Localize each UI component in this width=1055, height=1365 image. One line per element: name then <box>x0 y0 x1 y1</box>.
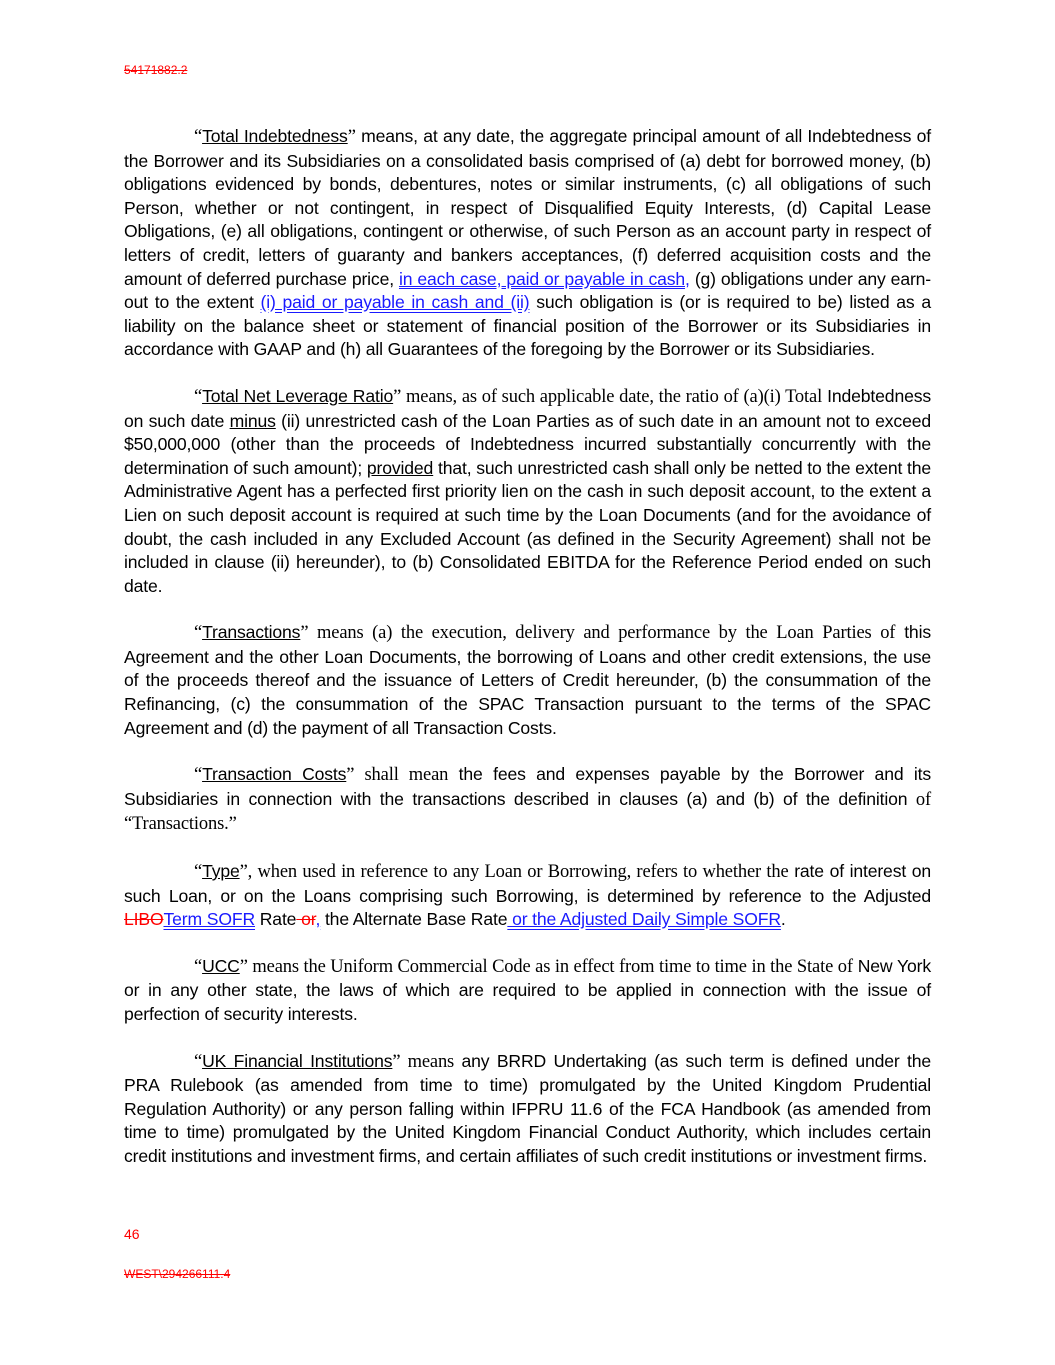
footer-doc-id: WEST\294266111.4 <box>124 1267 231 1281</box>
definition-text: ” means (a) the execution, delivery and performance by the Loan Parties of <box>300 623 896 644</box>
definition-text: such obligation is (or is required to be) listed as a liability on the balance sheet or statement of financial position of the Borrower or its Subsidiaries in accordance with GAAP and (h) all Guarantees of the foregoing by the Borrower or its Subsidiaries. <box>124 292 931 360</box>
open-quote: “ <box>194 623 203 644</box>
underlined-term: minus <box>229 410 276 431</box>
definition-text: (g) obligations under any earn-out to the extent <box>124 268 931 313</box>
inserted-text: Term SOFR <box>163 909 256 930</box>
defined-term: Transaction Costs <box>202 764 347 785</box>
definition-paragraph <box>124 763 931 837</box>
definition-text: Rate <box>255 909 297 930</box>
definition-paragraph <box>124 860 931 932</box>
definition-text: (ii) unrestricted cash of the Loan Parties as of such date in an amount not to exceed $50,000,000 (other than the proceeds of Indebtedness incurred substantially concurrently with the determination of such amount); <box>124 410 931 478</box>
open-quote: “ <box>194 765 203 786</box>
inserted-text: (i) paid or payable in cash and (ii) <box>260 292 530 313</box>
defined-term: Total Net Leverage Ratio <box>202 385 394 406</box>
definition-text: ” means, as of such applicable date, the ratio of (a)(i) Total <box>393 386 823 407</box>
definition-text: ” <box>347 127 356 147</box>
definition-text: that, such unrestricted cash shall only be netted to the extent the Administrative Agent has a perfected first priority lien on the cash in such deposit account, to the extent a Lien on such deposit account is required at such time by the Loan Documents (and for the avoidance of doubt, the cash included in any Excluded Account (as defined in the Security Agreement) shall not be included in clause (ii) hereunder), to (b) Consolidated EBITDA for the Reference Period ended on such date. <box>124 457 931 596</box>
definition-text: the fees and expenses payable by the Borrower and its Subsidiaries in connection with the transactions described in clauses (a) and (b) of the definition <box>124 764 931 809</box>
definition-paragraph <box>124 125 931 362</box>
inserted-text: in each case, paid or payable in cash, <box>398 268 690 289</box>
open-quote: “ <box>194 862 203 883</box>
defined-term: Transactions <box>202 622 301 643</box>
definition-text: New York or in any other state, the laws of which are required to be applied in connection with the issue of perfection of security interests. <box>124 955 931 1024</box>
header-doc-id: 54171882.2 <box>124 63 188 77</box>
open-quote: “ <box>194 1051 203 1072</box>
definition-text: ” shall mean <box>346 765 449 786</box>
definition-text: the Alternate Base Rate <box>320 909 508 930</box>
definition-text: this Agreement and the other Loan Documents, the borrowing of Loans and other credit extensions, the use of the proceeds thereof and the issuance of Letters of Credit hereunder, (b) the consummation of the Refinancing, (c) the consummation of the SPAC Transaction pursuant to the terms of the SPAC Agreement and (d) the payment of all Transaction Costs. <box>124 622 931 738</box>
definition-paragraph <box>124 1050 931 1169</box>
defined-term: Total Indebtedness <box>202 126 348 146</box>
definition-text: rate of interest on such Loan, or on the Loans comprising such Borrowing, is determined by reference to the Adjusted <box>124 861 931 906</box>
definition-text: ” means the Uniform Commercial Code as in effect from time to time in the State of <box>239 956 853 977</box>
deleted-text: or <box>296 909 316 930</box>
page-number: 46 <box>124 1226 140 1242</box>
inserted-text: or the Adjusted Daily Simple SOFR <box>507 909 781 930</box>
definition-paragraph <box>124 955 931 1027</box>
definition-text: ” means <box>392 1051 455 1072</box>
defined-term: UCC <box>202 955 240 976</box>
underlined-term: provided <box>366 457 434 478</box>
open-quote: “ <box>194 127 203 147</box>
definition-text: any BRRD Undertaking (as such term is defined under the PRA Rulebook (as amended from time to time) promulgated by the United Kingdom Prudential Regulation Authority) or any person falling within IFPRU 11.6 of the FCA Handbook (as amended from time to time) promulgated by the United Kingdom Financial Conduct Authority, which includes certain credit institutions and investment firms, and certain affiliates of such credit institutions or investment firms. <box>124 1050 931 1166</box>
open-quote: “ <box>194 386 203 407</box>
deleted-text: LIBO <box>124 909 164 930</box>
definition-text: of “Transactions.” <box>124 789 931 835</box>
defined-term: Type <box>202 861 240 882</box>
defined-term: UK Financial Institutions <box>202 1050 393 1071</box>
inserted-text: , <box>315 909 321 930</box>
definition-paragraph <box>124 621 931 740</box>
definition-text: . <box>780 909 786 930</box>
document-body <box>124 125 931 1192</box>
definition-text: ”, when used in reference to any Loan or Borrowing, refers to whether the <box>239 862 789 883</box>
definition-text: means, at any date, the aggregate principal amount of all Indebtedness of the Borrower and its Subsidiaries on a consolidated basis comprised of (a) debt for borrowed money, (b) obligations evidenced by bonds, debentures, notes or similar instruments, (c) all obligations of such Person, whether or not contingent, in respect of Disqualified Equity Interests, (d) Capital Lease Obligations, (e) all obligations, contingent or otherwise, of such Person as an account party in respect of letters of credit, letters of guaranty and bankers acceptances, (f) deferred acquisition costs and the amount of deferred purchase price, <box>124 126 931 289</box>
definition-paragraph <box>124 385 931 598</box>
definition-text: Indebtedness on such date <box>124 385 932 431</box>
open-quote: “ <box>194 956 203 977</box>
